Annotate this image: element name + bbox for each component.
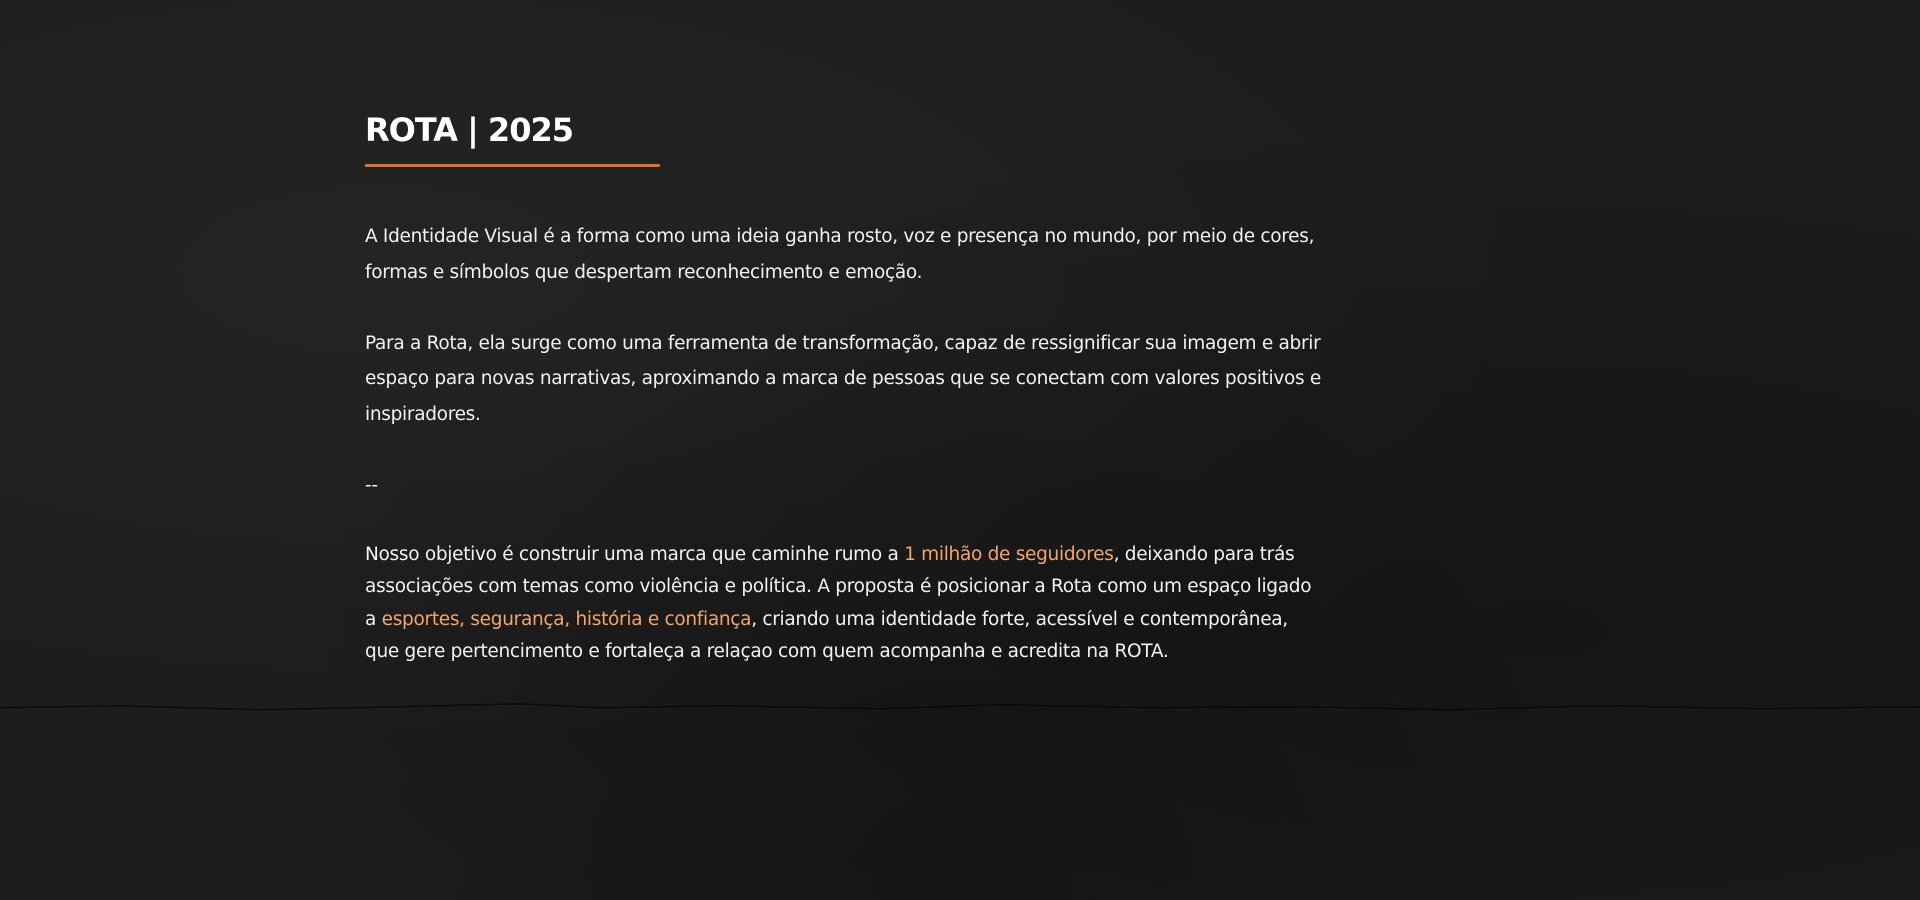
page-title: ROTA | 2025 [365,111,573,149]
paragraph-transformation: Para a Rota, ela surge como uma ferramenta de transformação, capaz de ressignificar sua imagem e abrir espaço para novas narrativas, aproximando a marca de pessoas que se conectam com valores positivos e inspiradores. [365,332,1322,425]
paragraph-objective [365,539,1325,669]
objective-text-2: , deixando para trás associações com temas como violência e política. A proposta é posicionar a Rota como um espaço ligado a [365,543,1312,630]
highlight-values: esportes, segurança, história e confiança [381,608,752,630]
objective-text-1: Nosso objetivo é construir uma marca que caminhe rumo a [365,543,905,565]
highlight-followers: 1 milhão de seguidores [904,543,1114,565]
content-section [365,108,1325,669]
wall-crack-texture [0,690,1920,730]
separator-text: -- [365,474,378,496]
objective-text-3: , criando uma identidade forte, acessível e contemporânea, que gere pertencimento e fortaleça a relaçao com quem acompanha e acredita na ROTA. [365,608,1288,662]
paragraph-identity: A Identidade Visual é a forma como uma ideia ganha rosto, voz e presença no mundo, por meio de cores, formas e símbolos que despertam reconhecimento e emoção. [365,226,1315,283]
body-text [365,219,1325,669]
title-underline [365,164,660,167]
